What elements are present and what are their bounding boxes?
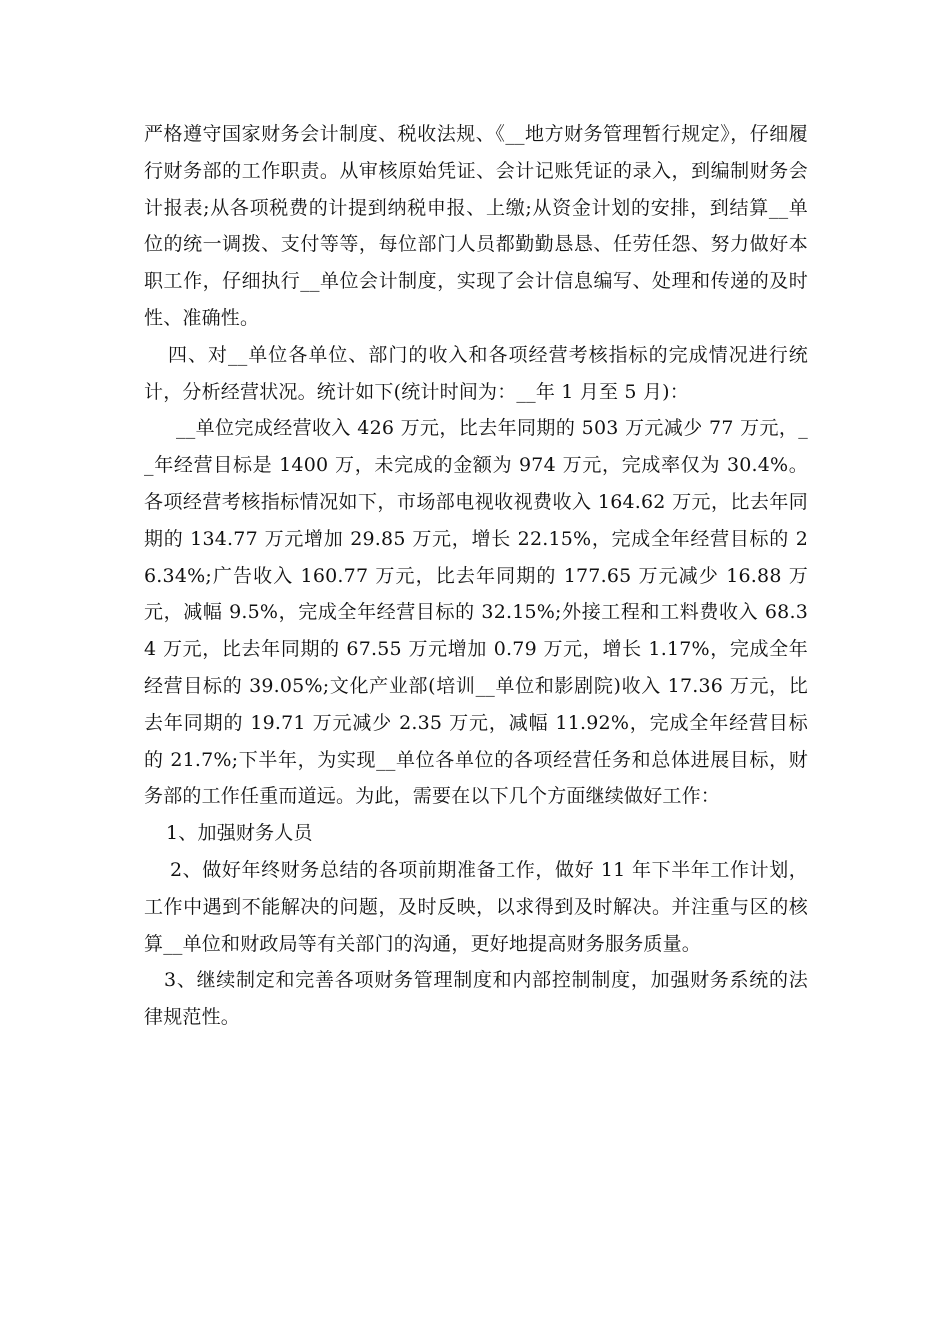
paragraph-revenue-statistics: __单位完成经营收入 426 万元，比去年同期的 503 万元减少 77 万元，__年经营目标是 1400 万，未完成的金额为 974 万元，完成率仅为 30.4%。各项经营考核指标情况如下，市场部电视收视费收入 164.62 万元，比去年同期的 134.77 万元增加 29.85 万元，增长 22.15%，完成全年经营目标的 26.34%;广告收入 160.77 万元，比去年同期的 177.65 万元减少 16.88 万元，减幅 9.5%，完成全年经营目标的 32.15%;外接工程和工料费收入 68.34 万元，比去年同期的 67.55 万元增加 0.79 万元，增长 1.17%，完成全年经营目标的 39.05%;文化产业部(培训__单位和影剧院)收入 17.36 万元，比去年同期的 19.71 万元减少 2.35 万元，减幅 11.92%，完成全年经营目标的 21.7%;下半年，为实现__单位各单位的各项经营任务和总体进展目标，财务部的工作任重而道远。为此，需要在以下几个方面继续做好工作：	[144, 417, 808, 808]
document-page	[144, 116, 808, 1036]
paragraph-section-four-heading: 四、对__单位各单位、部门的收入和各项经营考核指标的完成情况进行统计，分析经营状况。统计如下(统计时间为：__年 1 月至 5 月)：	[144, 343, 808, 403]
list-item-2: 2、做好年终财务总结的各项前期准备工作，做好 11 年下半年工作计划，工作中遇到不能解决的问题，及时反映，以求得到及时解决。并注重与区的核算__单位和财政局等有关部门的沟通，更好地提高财务服务质量。	[144, 858, 808, 955]
list-item-3: 3、继续制定和完善各项财务管理制度和内部控制制度，加强财务系统的法律规范性。	[144, 969, 808, 1029]
paragraph-financial-duties: 严格遵守国家财务会计制度、税收法规、《__地方财务管理暂行规定》，仔细履行财务部的工作职责。从审核原始凭证、会计记账凭证的录入，到编制财务会计报表;从各项税费的计提到纳税申报、上缴;从资金计划的安排，到结算__单位的统一调拨、支付等等，每位部门人员都勤勤恳恳、任劳任怨、努力做好本职工作，仔细执行__单位会计制度，实现了会计信息编写、处理和传递的及时性、准确性。	[144, 123, 808, 329]
list-item-1: 1、加强财务人员	[166, 822, 313, 845]
